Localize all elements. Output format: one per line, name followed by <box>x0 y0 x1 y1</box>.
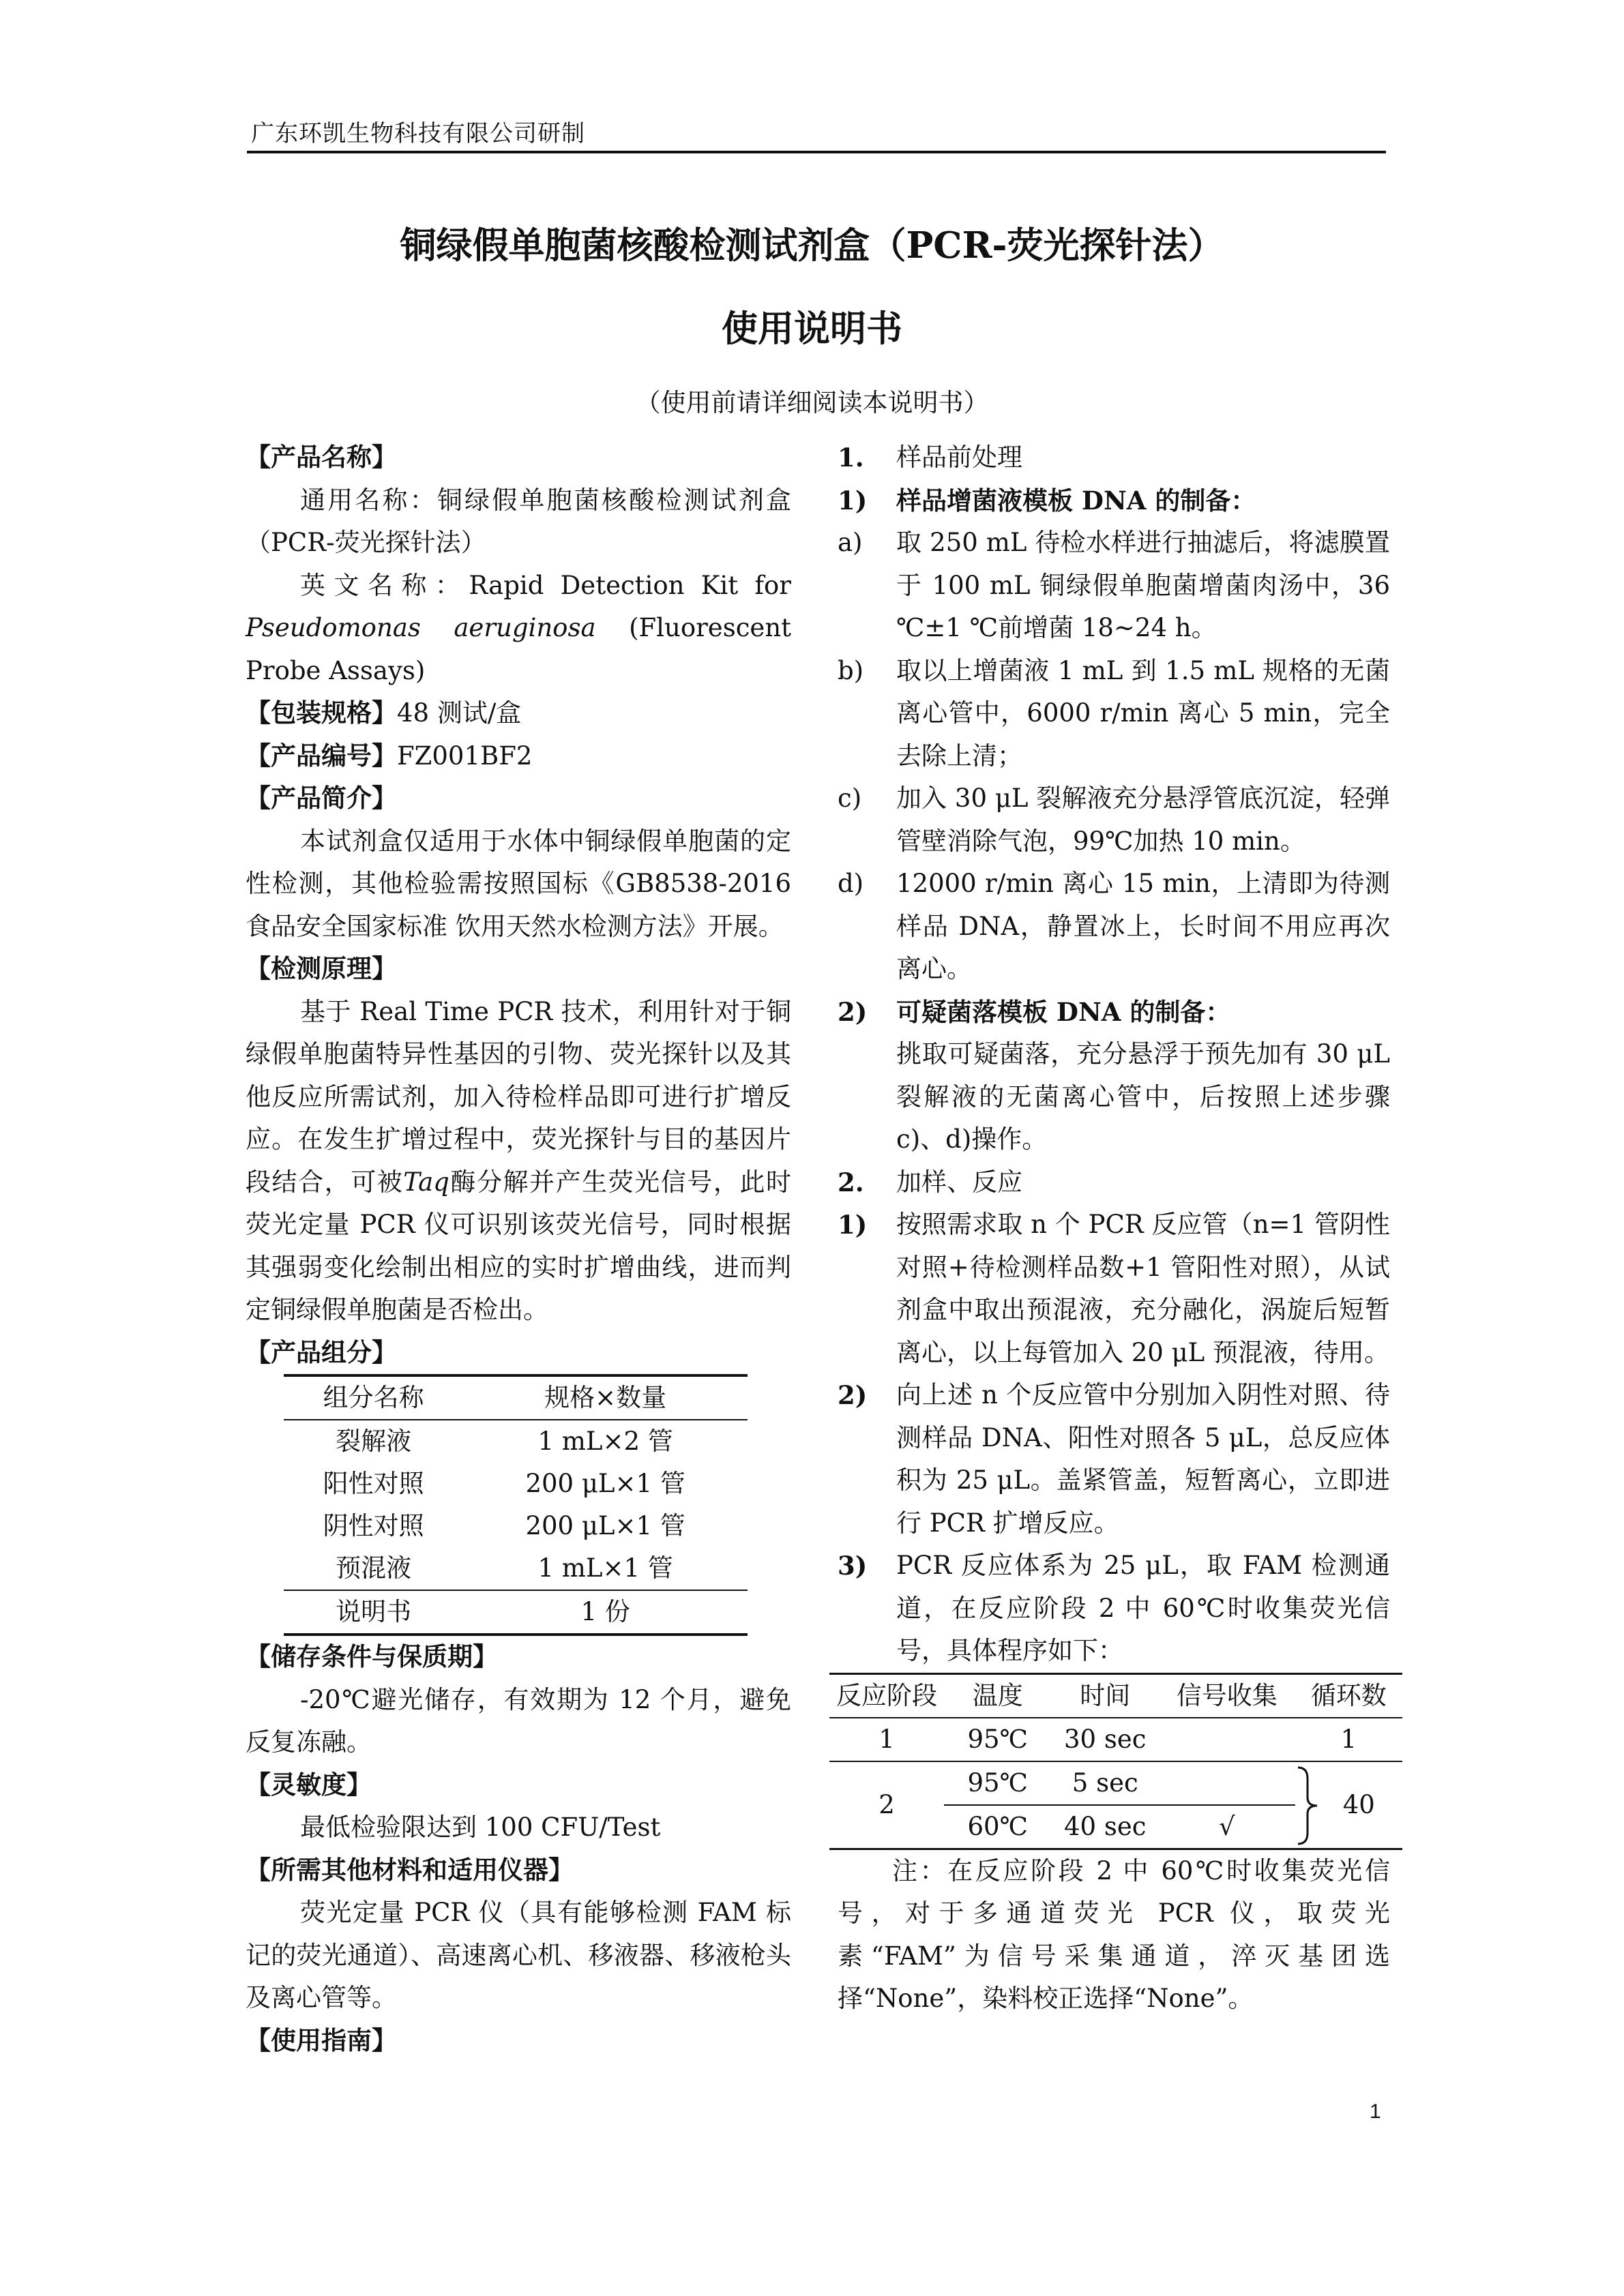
substep-number: 2) <box>838 996 868 1027</box>
table-cell: 1 <box>1295 1718 1403 1761</box>
table-cell: 200 μL×1 管 <box>525 1469 685 1498</box>
generic-name: 通用名称：铜绿假单胞菌核酸检测试剂盒（PCR-荧光探针法） <box>246 485 791 557</box>
substep-number: 1) <box>838 485 868 516</box>
table-cell: 裂解液 <box>336 1427 412 1456</box>
step-number: 2. <box>838 1167 864 1197</box>
list-text: 取 250 mL 待检水样进行抽滤后，将滤膜置于 100 mL 铜绿假单胞菌增菌肉汤中，36 ℃±1 ℃前增菌 18~24 h。 <box>896 528 1390 642</box>
list-text: 12000 r/min 离心 15 min，上清即为待测样品 DNA，静置冰上，长时间不用应再次离心。 <box>896 869 1390 983</box>
table-header-row <box>829 1673 1402 1718</box>
list-text: 挑取可疑菌落，充分悬浮于预先加有 30 μL 裂解液的无菌离心管中，后按照上述步骤 c)、d)操作。 <box>896 1039 1390 1154</box>
section-heading-sensitivity: 【灵敏度】 <box>246 1770 372 1800</box>
principle-text-a: 基于 Real Time PCR 技术，利用针对于铜绿假单胞菌特异性基因的引物、荧光探针以及其他反应所需试剂，加入待检样品即可进行扩增反应。在发生扩增过程中，荧光探针与目的基因片段结合，可被 <box>246 996 791 1197</box>
table-cell: 40 sec <box>1052 1805 1160 1849</box>
table-row <box>284 1420 748 1463</box>
table-cell: 阴性对照 <box>323 1511 424 1540</box>
product-code <box>246 735 791 778</box>
step-number: 1. <box>838 443 864 473</box>
english-name <box>246 565 791 693</box>
table-cell: 1 mL×1 管 <box>537 1553 673 1583</box>
table-row <box>829 1761 1402 1805</box>
list-item <box>838 1545 1390 1673</box>
english-name-suffix: (Fluorescent Probe Assays) <box>246 613 792 685</box>
materials-text: 荧光定量 PCR 仪（具有能够检测 FAM 标记的荧光通道）、高速离心机、移液器、移液枪头及离心管等。 <box>246 1898 791 2012</box>
table-cell: 2 <box>829 1761 944 1849</box>
section-heading-storage: 【储存条件与保质期】 <box>246 1642 498 1671</box>
table-cell: 1 <box>829 1718 944 1761</box>
list-item <box>838 1374 1390 1545</box>
list-item <box>838 522 1390 650</box>
table-row <box>829 1718 1402 1761</box>
table-header-cell: 循环数 <box>1295 1673 1403 1718</box>
list-text: PCR 反应体系为 25 μL，取 FAM 检测通道，在反应阶段 2 中 60℃时收集荧光信号，具体程序如下： <box>896 1551 1390 1665</box>
list-marker: b) <box>838 655 864 685</box>
right-column <box>838 436 1390 2021</box>
table-cell: 阳性对照 <box>323 1469 424 1498</box>
components-table <box>284 1374 748 1636</box>
table-cell <box>1159 1718 1295 1761</box>
table-cell <box>1159 1761 1295 1805</box>
list-item <box>838 1204 1390 1374</box>
section-heading-guide: 【使用指南】 <box>246 2025 397 2055</box>
table-header-cell: 温度 <box>944 1673 1052 1718</box>
list-item <box>838 777 1390 863</box>
table-header-cell: 信号收集 <box>1159 1673 1295 1718</box>
substep-heading <box>838 479 1390 522</box>
principle-text-b: 酶分解并产生荧光信号，此时荧光定量 PCR 仪可识别该荧光信号，同时根据其强弱变化绘制出相应的实时扩增曲线，进而判定铜绿假单胞菌是否检出。 <box>246 1167 792 1324</box>
list-marker: 2) <box>838 1380 868 1410</box>
substep-heading <box>838 991 1390 1034</box>
left-column <box>246 436 791 2062</box>
header-company: 广东环凯生物科技有限公司研制 <box>251 120 585 147</box>
section-heading-materials: 【所需其他材料和适用仪器】 <box>246 1855 574 1885</box>
table-cell: 95℃ <box>944 1761 1052 1805</box>
list-text: 向上述 n 个反应管中分别加入阴性对照、待测样品 DNA、阳性对照各 5 μL，总反应体积为 25 μL。盖紧管盖，短暂离心，立即进行 PCR 扩增反应。 <box>896 1380 1390 1538</box>
section-heading-name: 【产品名称】 <box>246 443 397 472</box>
table-header-row <box>284 1375 748 1420</box>
table-row <box>284 1590 748 1635</box>
principle-text <box>246 991 791 1332</box>
table-cell: 95℃ <box>944 1718 1052 1761</box>
document-subtitle: 使用说明书 <box>722 308 902 350</box>
table-row <box>284 1547 748 1590</box>
storage-text: -20℃避光储存，有效期为 12 个月，避免反复冻融。 <box>246 1684 791 1757</box>
principle-taq: Taq <box>403 1167 449 1197</box>
header-rule <box>247 151 1386 153</box>
table-header-cell: 时间 <box>1052 1673 1160 1718</box>
step-heading <box>838 1161 1390 1204</box>
table-cell: 30 sec <box>1052 1718 1160 1761</box>
list-marker: c) <box>838 784 862 813</box>
section-heading-code: 【产品编号】 <box>246 741 397 771</box>
package-spec <box>246 692 791 735</box>
code-value: FZ001BF2 <box>397 741 533 771</box>
step-title: 加样、反应 <box>896 1167 1022 1197</box>
english-name-species: Pseudomonas aeruginosa <box>246 613 596 642</box>
cycles-cell <box>1295 1761 1403 1849</box>
note-text: 注：在反应阶段 2 中 60℃时收集荧光信号，对于多通道荧光 PCR 仪，取荧光素“FAM”为信号采集通道，淬灭基团选择“None”，染料校正选择“None”。 <box>838 1855 1390 2013</box>
brace-icon <box>1295 1765 1323 1847</box>
table-cell: 200 μL×1 管 <box>525 1511 685 1540</box>
step-title: 样品前处理 <box>896 443 1022 472</box>
document-title: 铜绿假单胞菌核酸检测试剂盒（PCR-荧光探针法） <box>400 224 1224 267</box>
table-cell: 预混液 <box>336 1553 412 1583</box>
section-heading-package: 【包装规格】 <box>246 698 397 728</box>
page-number: 1 <box>1370 2100 1381 2123</box>
substep-title: 样品增菌液模板 DNA 的制备： <box>896 485 1256 516</box>
list-text: 加入 30 μL 裂解液充分悬浮管底沉淀，轻弹管壁消除气泡，99℃加热 10 min。 <box>896 784 1390 856</box>
list-marker-blank <box>838 1033 896 1161</box>
intro-text: 本试剂盒仅适用于水体中铜绿假单胞菌的定性检测，其他检验需按照国标《GB8538-2016 食品安全国家标准 饮用天然水检测方法》开展。 <box>246 826 791 941</box>
table-header-cell: 组分名称 <box>284 1375 463 1420</box>
section-heading-intro: 【产品简介】 <box>246 784 397 813</box>
table-header-cell: 反应阶段 <box>829 1673 944 1718</box>
package-value: 48 测试/盒 <box>397 698 522 728</box>
step-heading <box>838 436 1390 479</box>
list-text: 按照需求取 n 个 PCR 反应管（n=1 管阴性对照+待检测样品数+1 管阳性对照），从试剂盒中取出预混液，充分融化，涡旋后短暂离心，以上每管加入 20 μL 预混液，待用。 <box>896 1210 1390 1367</box>
table-row <box>284 1463 748 1505</box>
list-item <box>838 863 1390 991</box>
english-name-prefix: 英文名称：Rapid Detection Kit for <box>300 570 791 600</box>
list-item <box>838 1033 1390 1161</box>
list-text: 取以上增菌液 1 mL 到 1.5 mL 规格的无菌离心管中，6000 r/min 离心 5 min，完全去除上清； <box>896 655 1390 771</box>
pcr-program-table <box>829 1673 1402 1850</box>
table-cell: 说明书 <box>284 1590 463 1635</box>
list-marker: 3) <box>838 1551 868 1581</box>
table-cell: 60℃ <box>944 1805 1052 1849</box>
table-row <box>284 1505 748 1547</box>
list-item <box>838 650 1390 778</box>
list-marker: 1) <box>838 1210 868 1240</box>
list-marker: d) <box>838 869 864 898</box>
section-heading-principle: 【检测原理】 <box>246 954 397 983</box>
read-note: （使用前请详细阅读本说明书） <box>635 388 989 417</box>
table-header-cell: 规格×数量 <box>463 1375 748 1420</box>
substep-title: 可疑菌落模板 DNA 的制备： <box>896 996 1231 1027</box>
table-cell: 1 份 <box>463 1590 748 1635</box>
table-cell: 1 mL×2 管 <box>537 1427 673 1456</box>
sensitivity-text: 最低检验限达到 100 CFU/Test <box>300 1813 661 1842</box>
list-marker: a) <box>838 528 863 557</box>
table-cell: 5 sec <box>1052 1761 1160 1805</box>
section-heading-components: 【产品组分】 <box>246 1337 397 1367</box>
table-cell: √ <box>1159 1805 1295 1849</box>
cycles-value: 40 <box>1342 1789 1375 1819</box>
